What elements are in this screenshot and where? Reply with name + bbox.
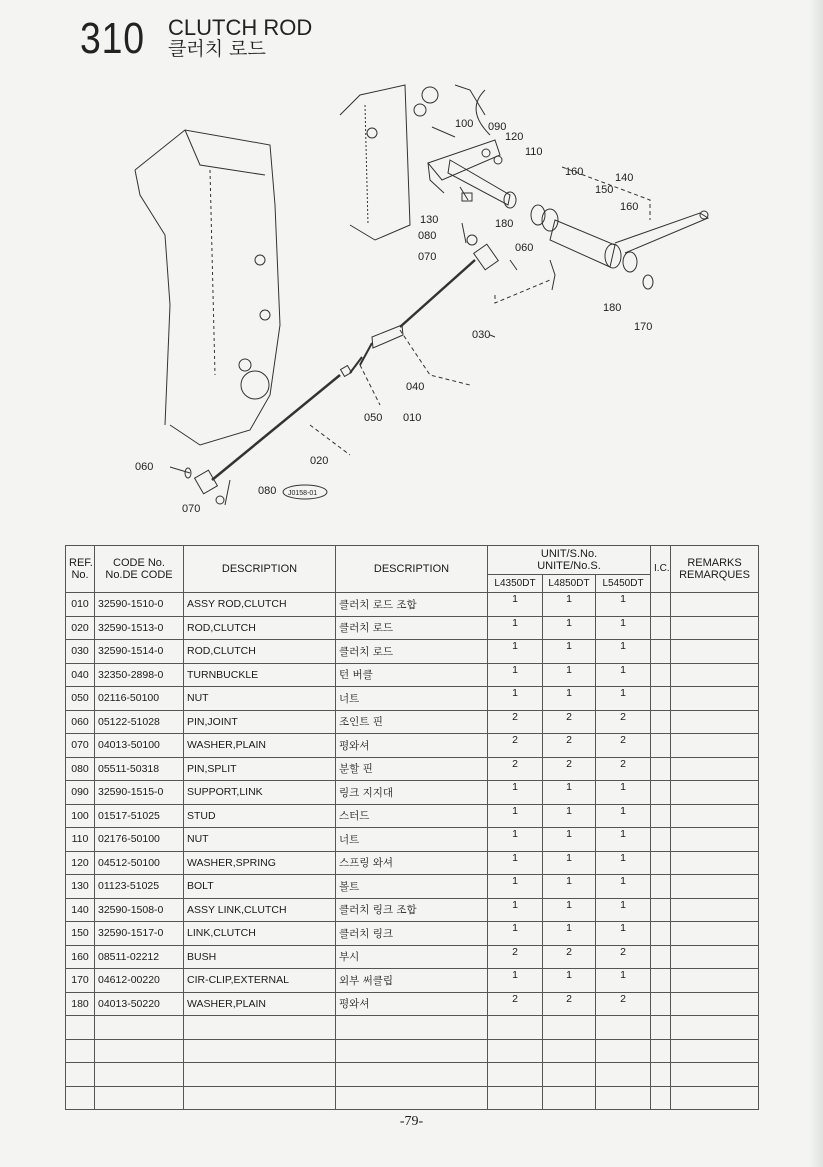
remarks-cell	[671, 663, 759, 687]
ic-cell	[651, 710, 671, 734]
table-row	[66, 640, 759, 664]
callout-180-top: 180	[495, 218, 514, 230]
ref-cell: 040	[66, 663, 95, 687]
qty-l4850dt-cell: 1	[543, 616, 596, 640]
callout-020: 020	[310, 455, 329, 467]
qty-l4850dt-cell: 1	[543, 851, 596, 875]
remarks-cell	[671, 640, 759, 664]
remarks-cell	[671, 828, 759, 852]
qty-l4850dt-cell: 1	[543, 898, 596, 922]
description-ko-cell: 스터드	[336, 804, 488, 828]
description-en-cell: ASSY ROD,CLUTCH	[184, 593, 336, 617]
ic-cell	[651, 593, 671, 617]
callout-060-bottom: 060	[135, 461, 154, 473]
ic-cell	[651, 757, 671, 781]
description-en-cell: STUD	[184, 804, 336, 828]
qty-l5450dt-cell	[596, 1086, 651, 1110]
ic-cell	[651, 969, 671, 993]
description-ko-cell	[336, 1039, 488, 1063]
callout-030: 030	[472, 329, 491, 341]
remarks-cell	[671, 851, 759, 875]
header-unit-line1: UNIT/S.No.	[540, 548, 598, 560]
qty-l4350dt-cell: 1	[488, 804, 543, 828]
remarks-cell	[671, 804, 759, 828]
header-ref	[66, 546, 95, 593]
table-row	[66, 945, 759, 969]
remarks-cell	[671, 593, 759, 617]
description-ko-cell: 평와셔	[336, 992, 488, 1016]
header-remarks-line2: REMARQUES	[679, 569, 750, 581]
qty-l5450dt-cell: 1	[596, 687, 651, 711]
code-cell: 32350-2898-0	[95, 663, 184, 687]
ic-cell	[651, 828, 671, 852]
qty-l4350dt-cell: 1	[488, 687, 543, 711]
description-en-cell: WASHER,PLAIN	[184, 992, 336, 1016]
header-unit	[488, 546, 651, 575]
ref-cell: 160	[66, 945, 95, 969]
description-ko-cell: 클러치 링크 조합	[336, 898, 488, 922]
qty-l4850dt-cell	[543, 1016, 596, 1040]
ic-cell	[651, 804, 671, 828]
ref-cell: 180	[66, 992, 95, 1016]
code-cell	[95, 1039, 184, 1063]
qty-l5450dt-cell: 1	[596, 781, 651, 805]
qty-l4350dt-cell: 1	[488, 922, 543, 946]
qty-l5450dt-cell: 2	[596, 945, 651, 969]
remarks-cell	[671, 1039, 759, 1063]
qty-l5450dt-cell: 1	[596, 969, 651, 993]
ref-cell: 130	[66, 875, 95, 899]
ic-cell	[651, 781, 671, 805]
ic-cell	[651, 1086, 671, 1110]
description-ko-cell: 클러치 로드 조합	[336, 593, 488, 617]
remarks-cell	[671, 1063, 759, 1087]
remarks-cell	[671, 781, 759, 805]
ref-cell	[66, 1063, 95, 1087]
parts-table	[65, 545, 759, 1110]
description-ko-cell: 분할 핀	[336, 757, 488, 781]
ic-cell	[651, 922, 671, 946]
ic-cell	[651, 687, 671, 711]
ref-cell: 080	[66, 757, 95, 781]
qty-l4850dt-cell: 1	[543, 663, 596, 687]
qty-l5450dt-cell: 2	[596, 757, 651, 781]
qty-l4850dt-cell	[543, 1039, 596, 1063]
description-ko-cell	[336, 1016, 488, 1040]
ref-cell: 100	[66, 804, 95, 828]
ref-cell: 010	[66, 593, 95, 617]
description-en-cell: WASHER,PLAIN	[184, 734, 336, 758]
ic-cell	[651, 663, 671, 687]
qty-l4850dt-cell: 2	[543, 945, 596, 969]
qty-l4350dt-cell: 2	[488, 945, 543, 969]
qty-l4350dt-cell	[488, 1039, 543, 1063]
ref-cell: 120	[66, 851, 95, 875]
qty-l4350dt-cell	[488, 1063, 543, 1087]
code-cell: 04612-00220	[95, 969, 184, 993]
header-code-line1: CODE No.	[113, 557, 165, 569]
ref-cell: 110	[66, 828, 95, 852]
header-model-l4350dt: L4350DT	[488, 575, 543, 593]
description-en-cell	[184, 1063, 336, 1087]
qty-l4350dt-cell: 1	[488, 781, 543, 805]
ic-cell	[651, 945, 671, 969]
qty-l5450dt-cell: 1	[596, 922, 651, 946]
qty-l5450dt-cell: 1	[596, 593, 651, 617]
table-row	[66, 922, 759, 946]
qty-l5450dt-cell: 1	[596, 898, 651, 922]
diagram-svg	[110, 75, 720, 520]
page-number: -79-	[399, 1114, 424, 1129]
header-remarks-line1: REMARKS	[687, 557, 742, 569]
qty-l4350dt-cell: 1	[488, 969, 543, 993]
description-en-cell: BOLT	[184, 875, 336, 899]
ic-cell	[651, 898, 671, 922]
ic-cell	[651, 640, 671, 664]
qty-l4850dt-cell: 1	[543, 875, 596, 899]
callout-060-top: 060	[515, 242, 534, 254]
qty-l4850dt-cell: 1	[543, 828, 596, 852]
table-row	[66, 1039, 759, 1063]
qty-l4850dt-cell: 1	[543, 969, 596, 993]
table-row	[66, 992, 759, 1016]
callout-130: 130	[420, 214, 439, 226]
header-ref-line2: No.	[71, 569, 89, 581]
callout-120: 120	[505, 131, 524, 143]
section-number: 310	[80, 14, 145, 63]
table-header-row-1	[66, 546, 759, 575]
ic-cell	[651, 851, 671, 875]
ref-cell: 170	[66, 969, 95, 993]
table-row	[66, 734, 759, 758]
description-en-cell: SUPPORT,LINK	[184, 781, 336, 805]
code-cell	[95, 1086, 184, 1110]
callout-110: 110	[525, 146, 543, 158]
description-en-cell: TURNBUCKLE	[184, 663, 336, 687]
callout-170: 170	[634, 321, 653, 333]
callout-100: 100	[455, 118, 474, 130]
description-en-cell	[184, 1039, 336, 1063]
qty-l4350dt-cell: 1	[488, 851, 543, 875]
header-model-l4850dt: L4850DT	[543, 575, 596, 593]
description-ko-cell: 외부 써클립	[336, 969, 488, 993]
qty-l5450dt-cell	[596, 1063, 651, 1087]
table-row	[66, 616, 759, 640]
remarks-cell	[671, 992, 759, 1016]
description-ko-cell: 턴 버클	[336, 663, 488, 687]
qty-l4850dt-cell: 1	[543, 804, 596, 828]
ref-cell	[66, 1016, 95, 1040]
ref-cell: 060	[66, 710, 95, 734]
qty-l5450dt-cell: 1	[596, 663, 651, 687]
description-ko-cell: 볼트	[336, 875, 488, 899]
header-description-en: DESCRIPTION	[184, 546, 336, 593]
qty-l4850dt-cell	[543, 1063, 596, 1087]
remarks-cell	[671, 875, 759, 899]
callout-010: 010	[403, 412, 422, 424]
table-row	[66, 898, 759, 922]
qty-l4350dt-cell: 1	[488, 898, 543, 922]
description-ko-cell: 평와셔	[336, 734, 488, 758]
callout-150: 150	[595, 184, 614, 196]
qty-l5450dt-cell: 1	[596, 851, 651, 875]
code-cell: 32590-1513-0	[95, 616, 184, 640]
qty-l4350dt-cell: 1	[488, 875, 543, 899]
qty-l4350dt-cell	[488, 1016, 543, 1040]
description-en-cell: BUSH	[184, 945, 336, 969]
callout-160-top: 160	[565, 166, 584, 178]
remarks-cell	[671, 757, 759, 781]
callout-070-bottom: 070	[182, 503, 201, 515]
remarks-cell	[671, 616, 759, 640]
qty-l4850dt-cell: 1	[543, 593, 596, 617]
description-en-cell: LINK,CLUTCH	[184, 922, 336, 946]
qty-l4350dt-cell: 1	[488, 640, 543, 664]
code-cell: 01123-51025	[95, 875, 184, 899]
description-en-cell: NUT	[184, 828, 336, 852]
header-code	[95, 546, 184, 593]
remarks-cell	[671, 687, 759, 711]
qty-l5450dt-cell: 1	[596, 616, 651, 640]
code-cell: 32590-1510-0	[95, 593, 184, 617]
page-title-ko: 클러치 로드	[168, 38, 266, 60]
qty-l4850dt-cell: 1	[543, 922, 596, 946]
description-ko-cell: 클러치 링크	[336, 922, 488, 946]
exploded-parts-diagram	[110, 75, 720, 520]
callout-160-right: 160	[620, 201, 639, 213]
header-ref-line1: REF.	[69, 557, 93, 569]
qty-l5450dt-cell: 1	[596, 875, 651, 899]
code-cell: 32590-1517-0	[95, 922, 184, 946]
parts-table-body	[66, 593, 759, 1110]
callout-090: 090	[488, 121, 507, 133]
description-en-cell: CIR-CLIP,EXTERNAL	[184, 969, 336, 993]
ref-cell	[66, 1039, 95, 1063]
header-description-ko: DESCRIPTION	[336, 546, 488, 593]
ic-cell	[651, 1063, 671, 1087]
code-cell: 04512-50100	[95, 851, 184, 875]
callout-040: 040	[406, 381, 425, 393]
callout-180-right: 180	[603, 302, 622, 314]
code-cell: 02116-50100	[95, 687, 184, 711]
ref-cell: 020	[66, 616, 95, 640]
ref-cell: 150	[66, 922, 95, 946]
description-en-cell: PIN,SPLIT	[184, 757, 336, 781]
remarks-cell	[671, 710, 759, 734]
description-ko-cell	[336, 1086, 488, 1110]
callout-050: 050	[364, 412, 383, 424]
ref-cell: 030	[66, 640, 95, 664]
description-en-cell	[184, 1086, 336, 1110]
code-cell: 04013-50100	[95, 734, 184, 758]
qty-l5450dt-cell	[596, 1039, 651, 1063]
qty-l4350dt-cell: 1	[488, 828, 543, 852]
qty-l4350dt-cell: 1	[488, 663, 543, 687]
table-row	[66, 828, 759, 852]
description-ko-cell: 클러치 로드	[336, 616, 488, 640]
code-cell: 05511-50318	[95, 757, 184, 781]
qty-l5450dt-cell	[596, 1016, 651, 1040]
header-code-line2: No.DE CODE	[105, 569, 173, 581]
table-row	[66, 1016, 759, 1040]
description-ko-cell: 스프링 와셔	[336, 851, 488, 875]
qty-l4850dt-cell: 2	[543, 734, 596, 758]
ic-cell	[651, 1039, 671, 1063]
ref-cell: 050	[66, 687, 95, 711]
table-row	[66, 781, 759, 805]
remarks-cell	[671, 898, 759, 922]
callout-070-top: 070	[418, 251, 437, 263]
ref-cell: 090	[66, 781, 95, 805]
ic-cell	[651, 992, 671, 1016]
code-cell: 04013-50220	[95, 992, 184, 1016]
qty-l5450dt-cell: 1	[596, 640, 651, 664]
table-row	[66, 1086, 759, 1110]
table-row	[66, 969, 759, 993]
table-row	[66, 593, 759, 617]
callout-140: 140	[615, 172, 634, 184]
ic-cell	[651, 1016, 671, 1040]
page-edge	[809, 0, 823, 1167]
description-ko-cell	[336, 1063, 488, 1087]
qty-l5450dt-cell: 2	[596, 992, 651, 1016]
code-cell: 32590-1515-0	[95, 781, 184, 805]
description-en-cell: NUT	[184, 687, 336, 711]
qty-l4850dt-cell: 1	[543, 781, 596, 805]
code-cell: 08511-02212	[95, 945, 184, 969]
remarks-cell	[671, 734, 759, 758]
description-ko-cell: 너트	[336, 687, 488, 711]
header-ic: I.C.	[651, 546, 671, 593]
code-cell: 05122-51028	[95, 710, 184, 734]
description-en-cell: WASHER,SPRING	[184, 851, 336, 875]
qty-l4850dt-cell: 2	[543, 992, 596, 1016]
table-row	[66, 757, 759, 781]
table-row	[66, 710, 759, 734]
qty-l4350dt-cell: 1	[488, 593, 543, 617]
description-ko-cell: 부시	[336, 945, 488, 969]
qty-l4350dt-cell: 2	[488, 992, 543, 1016]
description-en-cell: ROD,CLUTCH	[184, 616, 336, 640]
ic-cell	[651, 616, 671, 640]
callout-080-bottom: 080	[258, 485, 277, 497]
qty-l4850dt-cell: 1	[543, 687, 596, 711]
ic-cell	[651, 875, 671, 899]
remarks-cell	[671, 969, 759, 993]
description-ko-cell: 조인트 핀	[336, 710, 488, 734]
qty-l4350dt-cell: 1	[488, 616, 543, 640]
ic-cell	[651, 734, 671, 758]
code-cell: 32590-1508-0	[95, 898, 184, 922]
ref-cell: 140	[66, 898, 95, 922]
code-cell: 01517-51025	[95, 804, 184, 828]
qty-l4850dt-cell: 2	[543, 757, 596, 781]
ref-cell	[66, 1086, 95, 1110]
qty-l4350dt-cell: 2	[488, 757, 543, 781]
qty-l5450dt-cell: 2	[596, 710, 651, 734]
header-remarks	[671, 546, 759, 593]
qty-l4350dt-cell: 2	[488, 710, 543, 734]
table-row	[66, 804, 759, 828]
qty-l4850dt-cell: 1	[543, 640, 596, 664]
qty-l4350dt-cell: 2	[488, 734, 543, 758]
remarks-cell	[671, 922, 759, 946]
code-cell: 02176-50100	[95, 828, 184, 852]
description-en-cell: ROD,CLUTCH	[184, 640, 336, 664]
remarks-cell	[671, 1016, 759, 1040]
code-cell	[95, 1016, 184, 1040]
table-row	[66, 851, 759, 875]
page-title-en: CLUTCH ROD	[168, 15, 313, 40]
description-en-cell: PIN,JOINT	[184, 710, 336, 734]
qty-l4850dt-cell	[543, 1086, 596, 1110]
header-unit-line2: UNITE/No.S.	[537, 560, 601, 572]
qty-l5450dt-cell: 1	[596, 804, 651, 828]
qty-l5450dt-cell: 2	[596, 734, 651, 758]
table-row	[66, 663, 759, 687]
code-cell: 32590-1514-0	[95, 640, 184, 664]
table-row	[66, 687, 759, 711]
qty-l4350dt-cell	[488, 1086, 543, 1110]
description-ko-cell: 너트	[336, 828, 488, 852]
description-ko-cell: 링크 지지대	[336, 781, 488, 805]
figure-code: J0158-01	[288, 490, 318, 497]
remarks-cell	[671, 945, 759, 969]
ref-cell: 070	[66, 734, 95, 758]
description-en-cell	[184, 1016, 336, 1040]
remarks-cell	[671, 1086, 759, 1110]
table-row	[66, 1063, 759, 1087]
qty-l5450dt-cell: 1	[596, 828, 651, 852]
header-model-l5450dt: L5450DT	[596, 575, 651, 593]
table-row	[66, 875, 759, 899]
code-cell	[95, 1063, 184, 1087]
qty-l4850dt-cell: 2	[543, 710, 596, 734]
callout-080-top: 080	[418, 230, 437, 242]
description-en-cell: ASSY LINK,CLUTCH	[184, 898, 336, 922]
description-ko-cell: 클러치 로드	[336, 640, 488, 664]
